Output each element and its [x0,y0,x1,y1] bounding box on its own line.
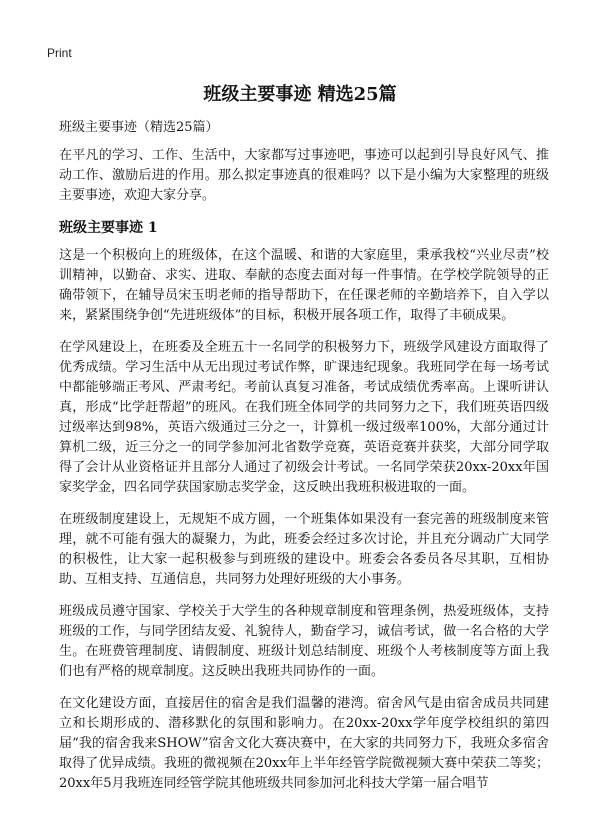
body-paragraph: 这是一个积极向上的班级体，在这个温暖、和谐的大家庭里，秉承我校“兴业尽责”校训精神，以勤奋、求实、进取、奉献的态度去面对每一件事情。在学校学院领导的正确带领下，在辅导员宋玉明老师的指导帮助下，在任课老师的辛勤培养下，自入学以来，紧紧围绕争创“先进班级体”的目标，积极开展各项工作，取得了丰硕成果。 [59,248,549,323]
body-paragraph: 在学风建设上，在班委及全班五十一名同学的积极努力下，班级学风建设方面取得了优秀成绩。学习生活中从无出现过考试作弊，旷课违纪现象。我班同学在每一场考试中都能够端正考风、严肃考纪。考前认真复习准备，考试成绩优秀率高。上课听讲认真，形成“比学赶帮超”的班风。在我们班全体同学的共同努力之下，我们班英语四级过级率达到98%，英语六级通过三分之一，计算机一级过级率100%，大部分通过计算机二级，近三分之一的同学参加河北省数学竞赛，英语竞赛并获奖，大部分同学取得了会计从业资格证并且部分人通过了初级会计考试。一名同学荣获20xx-20xx年国家奖学金，四名同学获国家励志奖学金，这反映出我班积极进取的一面。 [59,340,549,495]
page-title: 班级主要事迹 精选25篇 [203,84,397,105]
body-paragraph: 在班级制度建设上，无规矩不成方圆，一个班集体如果没有一套完善的班级制度来管理，就不可能有强大的凝聚力，为此，班委会经过多次讨论，并且充分调动广大同学的积极性，让大家一起积极参与到班级的建设中。班委会各委员各尽其职，互相协助、互相支持、互通信息，共同努力处理好班级的大小事务。 [59,512,549,587]
print-link[interactable]: Print [47,46,72,60]
intro-paragraph: 在平凡的学习、工作、生活中，大家都写过事迹吧，事迹可以起到引导良好风气、推动工作、激励后进的作用。那么拟定事迹真的很难吗？以下是小编为大家整理的班级主要事迹，欢迎大家分享。 [59,148,549,203]
body-paragraph: 在文化建设方面，直接居住的宿舍是我们温馨的港湾。宿舍风气是由宿舍成员共同建立和长期形成的、潜移默化的氛围和影响力。在20xx-20xx学年度学校组织的第四届“我的宿舍我来SHOW”宿舍文化大赛决赛中，在大家的共同努力下，我班众多宿舍取得了优异成绩。我班的微视频在20xx年上半年经管学院微视频大赛中荣获二等奖；20xx年5月我班连同经管学院其他班级共同参加河北科技大学第一届合唱节 [59,696,549,791]
document-body [59,118,549,806]
body-paragraph: 班级成员遵守国家、学校关于大学生的各种规章制度和管理条例，热爱班级体，支持班级的工作，与同学团结友爱、礼貌待人，勤奋学习，诚信考试，做一名合格的大学生。在班费管理制度、请假制度、班级计划总结制度、班级个人考核制度等方面上我们也有严格的规章制度。这反映出我班共同协作的一面。 [59,604,549,679]
document-subtitle: 班级主要事迹（精选25篇） [59,120,219,135]
section-heading: 班级主要事迹 1 [59,220,158,236]
